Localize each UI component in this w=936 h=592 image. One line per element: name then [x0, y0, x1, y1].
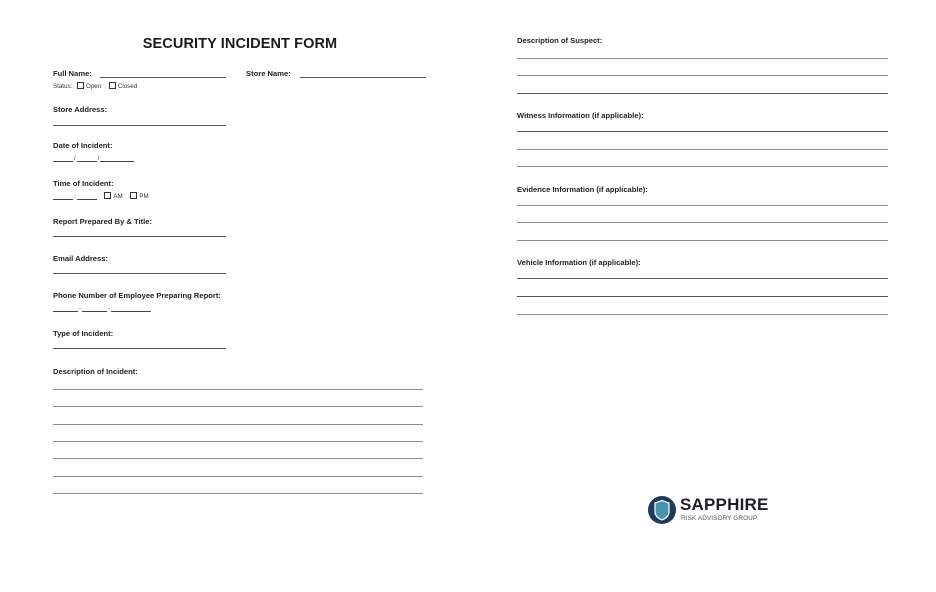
type-field[interactable]	[53, 348, 226, 349]
description-label: Description of Incident:	[53, 367, 138, 376]
form-title: SECURITY INCIDENT FORM	[142, 36, 338, 52]
store-address-label: Store Address:	[53, 105, 108, 114]
suspect-line[interactable]	[517, 75, 888, 76]
vehicle-line[interactable]	[517, 314, 888, 315]
phone-prefix-field[interactable]	[82, 305, 107, 312]
witness-line[interactable]	[517, 131, 888, 132]
full-name-label: Full Name:	[53, 69, 92, 78]
witness-line[interactable]	[517, 166, 888, 167]
logo-badge	[648, 496, 676, 524]
email-field[interactable]	[53, 273, 226, 274]
phone-field	[53, 305, 151, 312]
time-separator: :	[74, 194, 76, 200]
description-line[interactable]	[53, 493, 423, 494]
evidence-line[interactable]	[517, 205, 888, 206]
description-line[interactable]	[53, 476, 423, 477]
status-closed-label: Closed	[117, 83, 138, 90]
status-open-label: Open	[86, 83, 102, 90]
store-address-field[interactable]	[53, 125, 226, 126]
date-label: Date of Incident:	[53, 141, 113, 150]
prepared-by-field[interactable]	[53, 236, 226, 237]
date-separator: /	[74, 156, 76, 162]
suspect-label: Description of Suspect:	[517, 36, 603, 45]
witness-label: Witness Information (if applicable):	[517, 111, 644, 120]
phone-separator: -	[108, 306, 110, 312]
evidence-line[interactable]	[517, 222, 888, 223]
phone-line-field[interactable]	[111, 305, 151, 312]
status-closed-checkbox[interactable]	[109, 82, 116, 89]
prepared-by-label: Report Prepared By & Title:	[53, 217, 153, 226]
am-label: AM	[113, 193, 123, 200]
shield-icon	[648, 496, 676, 524]
evidence-line[interactable]	[517, 240, 888, 241]
suspect-line[interactable]	[517, 58, 888, 59]
logo-tagline: RISK ADVISORY GROUP	[681, 515, 758, 522]
suspect-line[interactable]	[517, 93, 888, 94]
description-line[interactable]	[53, 424, 423, 425]
time-field	[53, 192, 149, 200]
description-line[interactable]	[53, 458, 423, 459]
status-label: Status:	[53, 83, 73, 90]
description-line[interactable]	[53, 406, 423, 407]
pm-label: PM	[139, 193, 149, 200]
phone-area-field[interactable]	[53, 305, 78, 312]
time-minute-field[interactable]	[77, 193, 97, 200]
date-day-field[interactable]	[77, 155, 97, 162]
am-checkbox[interactable]	[104, 192, 111, 199]
description-line[interactable]	[53, 441, 423, 442]
status-open-checkbox[interactable]	[77, 82, 84, 89]
logo-name: SAPPHIRE	[680, 495, 769, 514]
phone-label: Phone Number of Employee Preparing Report:	[53, 291, 221, 300]
type-label: Type of Incident:	[53, 329, 114, 338]
evidence-label: Evidence Information (if applicable):	[517, 185, 648, 194]
status-row	[53, 82, 137, 90]
date-month-field[interactable]	[53, 155, 73, 162]
date-field	[53, 155, 134, 162]
pm-checkbox[interactable]	[130, 192, 137, 199]
full-name-field[interactable]	[100, 77, 226, 78]
email-label: Email Address:	[53, 254, 109, 263]
witness-line[interactable]	[517, 149, 888, 150]
date-year-field[interactable]	[97, 155, 134, 162]
date-separator: /	[97, 156, 100, 162]
vehicle-label: Vehicle Information (if applicable):	[517, 258, 641, 267]
phone-separator: -	[79, 306, 81, 312]
time-label: Time of Incident:	[53, 179, 114, 188]
description-line[interactable]	[53, 389, 423, 390]
time-hour-field[interactable]	[53, 193, 73, 200]
vehicle-line[interactable]	[517, 278, 888, 279]
vehicle-line[interactable]	[517, 296, 888, 297]
store-name-label: Store Name:	[246, 69, 291, 78]
store-name-field[interactable]	[300, 77, 426, 78]
